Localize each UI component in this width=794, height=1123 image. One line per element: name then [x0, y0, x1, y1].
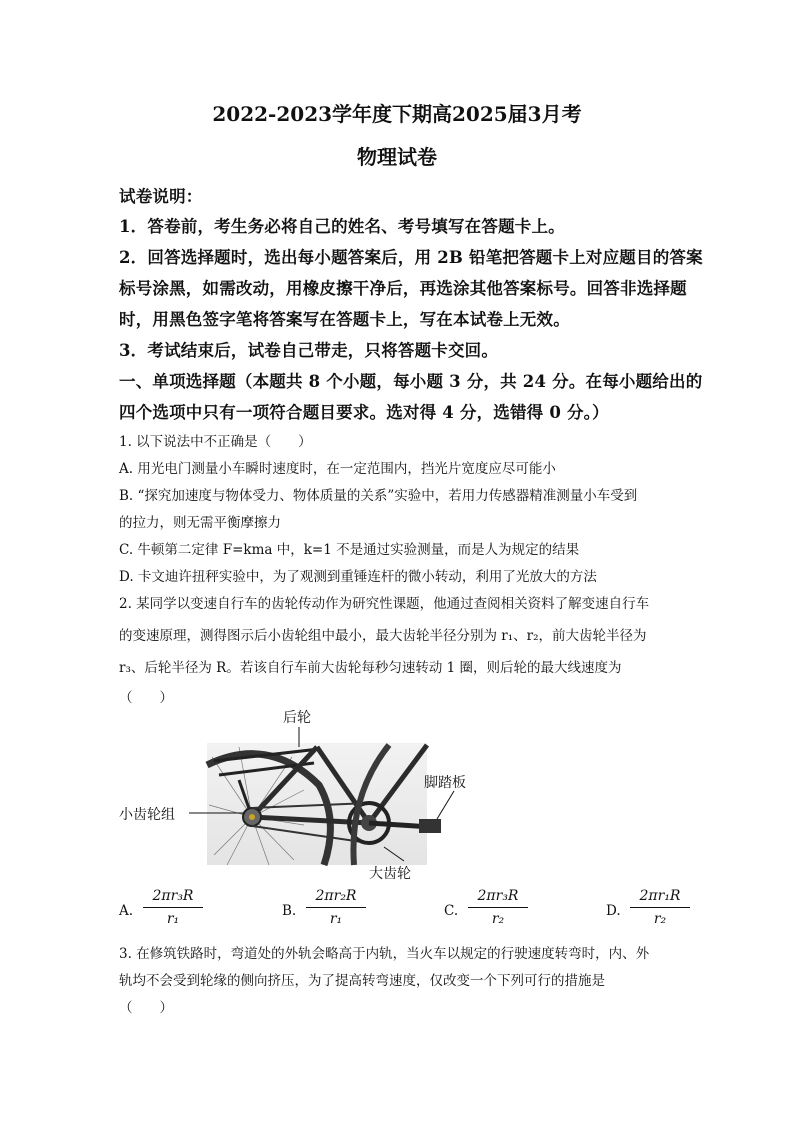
instruction-2-line-2: 标号涂黑，如需改动，用橡皮擦干净后，再选涂其他答案标号。回答非选择题	[119, 279, 687, 298]
q2-options	[0, 886, 794, 934]
option-label: C.	[444, 903, 459, 919]
q2-line-2: 的变速原理，测得图示后小齿轮组中最小，最大齿轮半径分别为 r₁、r₂，前大齿轮半径为	[119, 628, 647, 644]
section-1-line-1: 一、单项选择题（本题共 8 个小题，每小题 3 分，共 24 分。在每小题给出的	[119, 372, 703, 391]
fraction	[143, 886, 203, 929]
fraction	[306, 886, 366, 929]
instruction-2-line-1: 2．回答选择题时，选出每小题答案后，用 2B 铅笔把答题卡上对应题目的答案	[119, 248, 703, 267]
label-small-gear-set: 小齿轮组	[119, 807, 175, 823]
denominator: r₂	[491, 911, 505, 927]
q2-option-c	[444, 886, 554, 934]
pedal-icon	[419, 819, 441, 833]
q1-option-b-line-1: B. “探究加速度与物体受力、物体质量的关系”实验中，若用力传感器精准测量小车受到	[119, 488, 638, 504]
section-1-line-2: 四个选项中只有一项符合题目要求。选对得 4 分，选错得 0 分。）	[119, 403, 609, 422]
bicycle-figure	[119, 705, 479, 885]
q3-line-2: 轨均不会受到轮缘的侧向挤压，为了提高转弯速度，仅改变一个下列可行的措施是	[119, 973, 605, 989]
q2-line-4: （ ）	[119, 690, 173, 706]
label-big-gear: 大齿轮	[369, 866, 411, 882]
instruction-1: 1．答卷前，考生务必将自己的姓名、考号填写在答题卡上。	[119, 217, 565, 236]
hub-icon	[249, 814, 255, 820]
numerator: 2πr₁R	[639, 888, 681, 904]
q3-line-3: （ ）	[119, 1000, 173, 1016]
option-label: D.	[606, 903, 621, 919]
q2-line-1: 2. 某同学以变速自行车的齿轮传动作为研究性课题，他通过查阅相关资料了解变速自行车	[119, 596, 650, 612]
numerator: 2πr₃R	[477, 888, 519, 904]
instruction-2-line-3: 时，用黑色签字笔将答案写在答题卡上，写在本试卷上无效。	[119, 310, 570, 329]
q1-option-d: D. 卡文迪许扭秤实验中，为了观测到重锤连杆的微小转动，利用了光放大的方法	[119, 569, 597, 585]
fraction-bar	[143, 907, 203, 908]
fraction-bar	[306, 907, 366, 908]
q2-line-3: r₃、后轮半径为 R。若该自行车前大齿轮每秒匀速转动 1 圈，则后轮的最大线速度为	[119, 660, 622, 676]
label-rear-wheel: 后轮	[283, 710, 311, 726]
instruction-3: 3．考试结束后，试卷自己带走，只将答题卡交回。	[119, 341, 499, 360]
fraction-bar	[468, 907, 528, 908]
exam-subject: 物理试卷	[357, 145, 437, 169]
numerator: 2πr₂R	[315, 888, 357, 904]
fraction	[468, 886, 528, 929]
q1-option-b-line-2: 的拉力，则无需平衡摩擦力	[119, 515, 281, 531]
fraction-bar	[630, 907, 690, 908]
denominator: r₁	[329, 911, 343, 927]
instructions-heading: 试卷说明：	[119, 187, 203, 206]
numerator: 2πr₃R	[152, 888, 194, 904]
denominator: r₁	[166, 911, 180, 927]
q1-option-c: C. 牛顿第二定律 F=kma 中，k=1 不是通过实验测量，而是人为规定的结果	[119, 542, 580, 558]
photo-background	[207, 743, 427, 865]
option-label: A.	[119, 903, 134, 919]
label-pedal: 脚踏板	[424, 775, 466, 791]
q2-option-d	[606, 886, 716, 934]
bicycle-drawing	[119, 705, 479, 885]
q2-option-b	[282, 886, 392, 934]
q1-stem: 1. 以下说法中不正确是（ ）	[119, 434, 312, 450]
exam-title: 2022-2023学年度下期高2025届3月考	[212, 102, 582, 126]
q3-line-1: 3. 在修筑铁路时，弯道处的外轨会略高于内轨，当火车以规定的行驶速度转弯时，内、外	[119, 946, 650, 962]
option-label: B.	[282, 903, 297, 919]
denominator: r₂	[653, 911, 667, 927]
fraction	[630, 886, 690, 929]
q1-option-a: A. 用光电门测量小车瞬时速度时，在一定范围内，挡光片宽度应尽可能小	[119, 461, 556, 477]
q2-option-a	[119, 886, 229, 934]
